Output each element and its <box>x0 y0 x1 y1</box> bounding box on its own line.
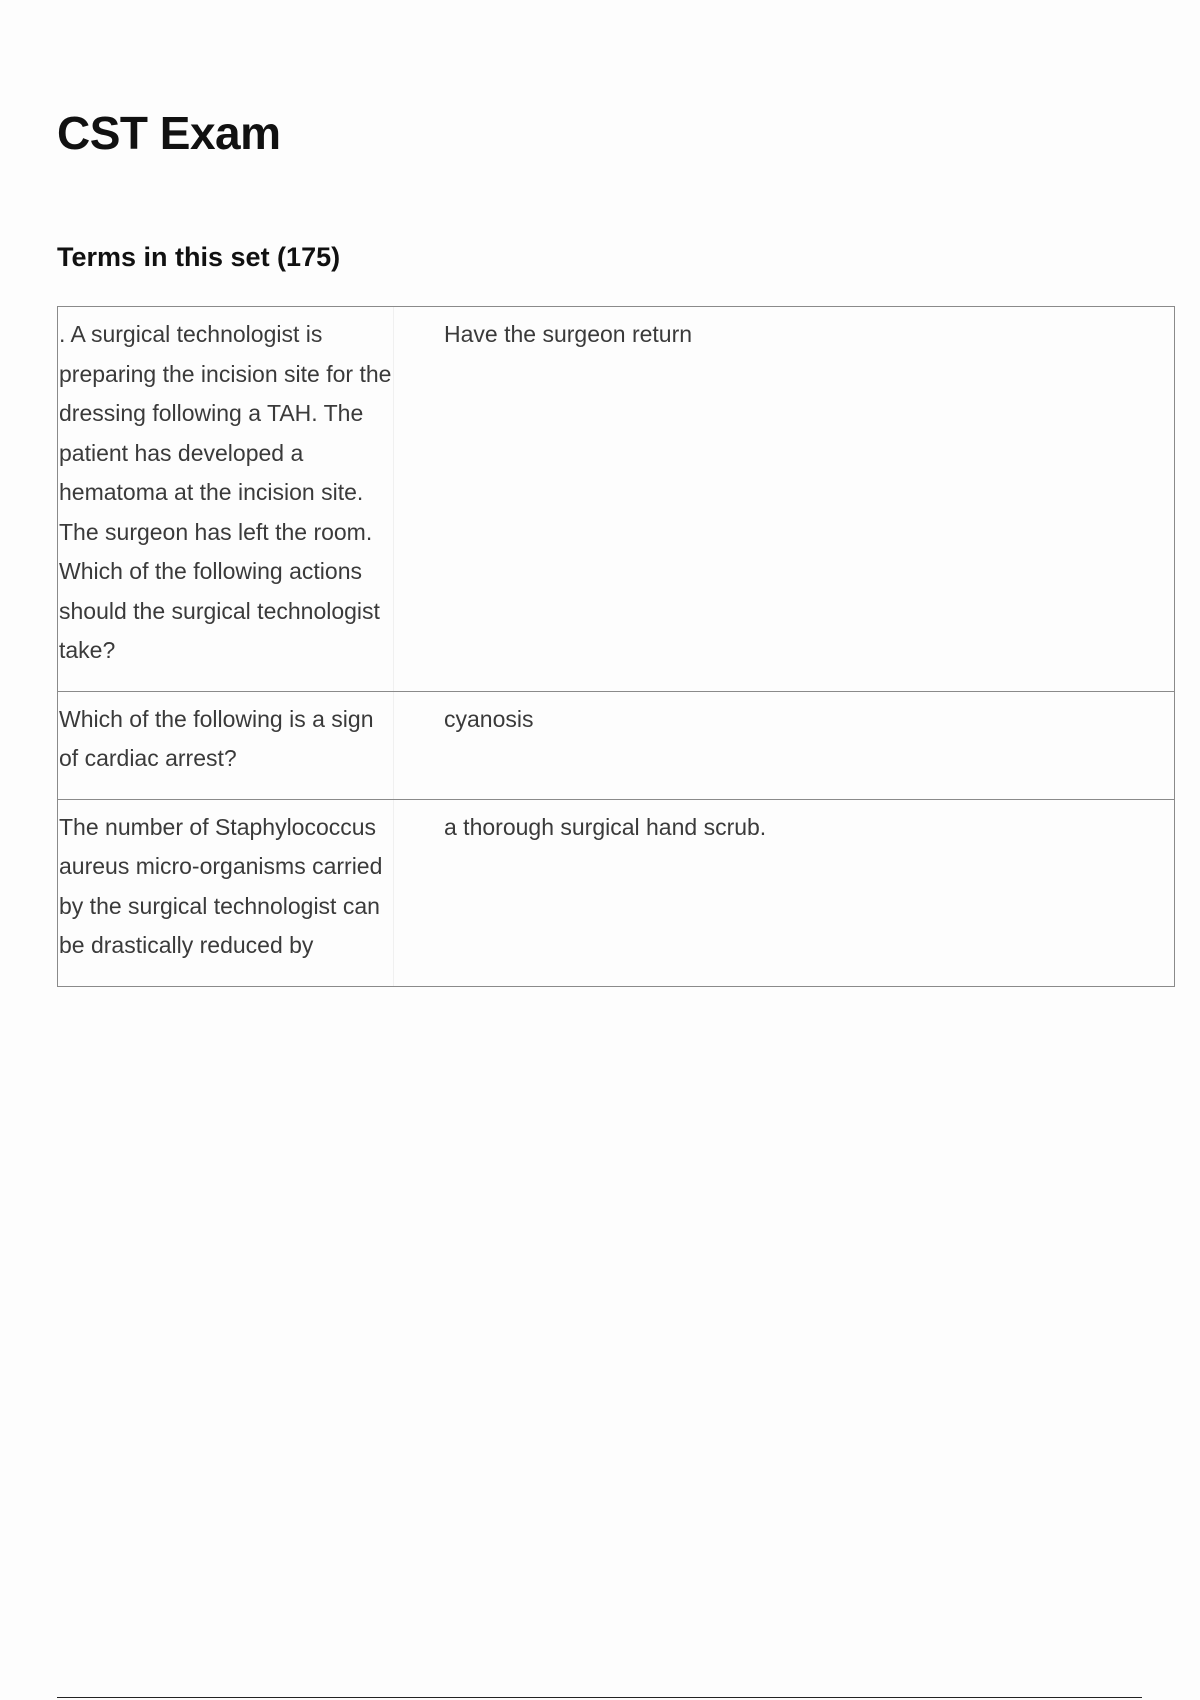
definition-text: a thorough surgical hand scrub. <box>444 813 767 840</box>
terms-table <box>57 306 1175 987</box>
term-text: Which of the following is a sign of cardiac arrest? <box>58 692 394 799</box>
footer-divider <box>57 1697 1142 1698</box>
definition-text: Have the surgeon return <box>444 321 693 347</box>
term-row <box>58 799 1174 986</box>
term-text: . A surgical technologist is preparing the incision site for the dressing following a TAH. The patient has developed a hematoma at the incision site. The surgeon has left the room. Which of the following actions should the surgical technologist take? <box>58 307 394 691</box>
definition-text: cyanosis <box>444 705 534 732</box>
terms-count-heading: Terms in this set (175) <box>57 242 341 272</box>
term-text: The number of Staphylococcus aureus micro-organisms carried by the surgical technologist can be drastically reduced by <box>58 800 394 986</box>
term-row <box>58 307 1174 691</box>
term-row <box>58 691 1174 799</box>
page-title: CST Exam <box>57 107 281 159</box>
